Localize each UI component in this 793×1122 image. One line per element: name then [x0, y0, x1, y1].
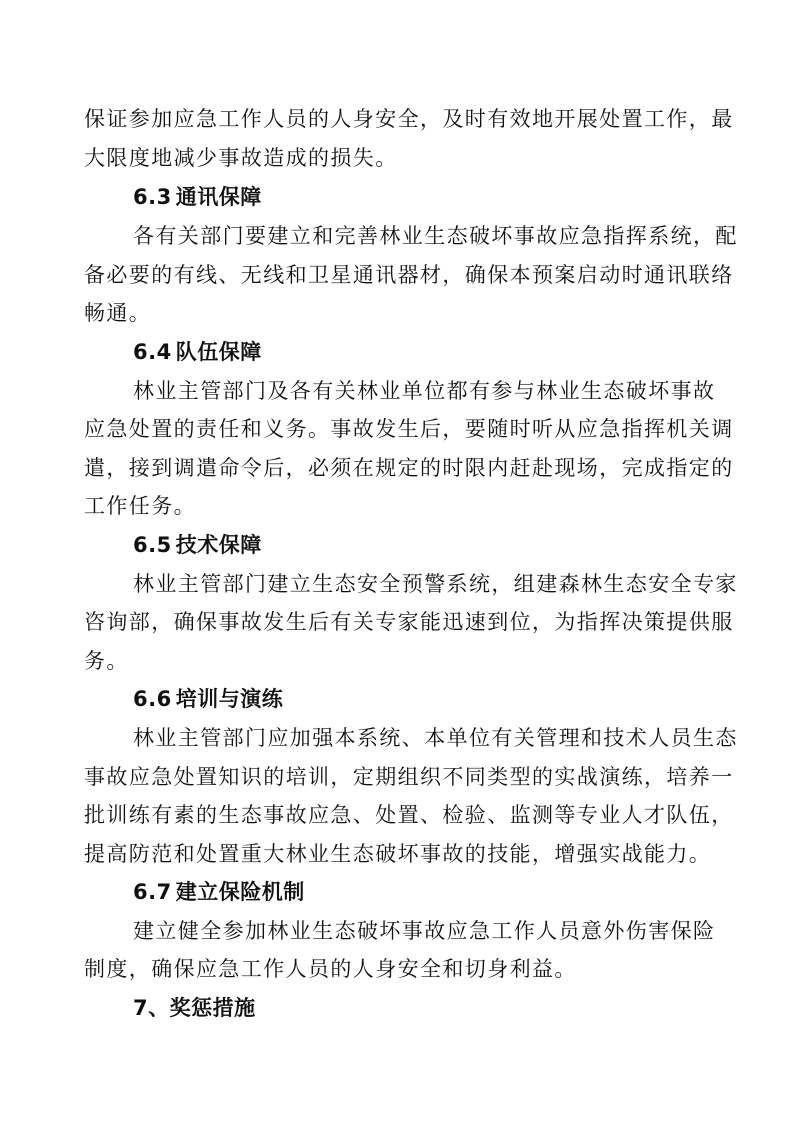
paragraph-line: 林业主管部门建立生态安全预警系统，组建森林生态安全专家	[133, 572, 738, 596]
paragraph-line: 务。	[84, 649, 129, 673]
section-title: 建立保险机制	[175, 880, 305, 904]
chapter-heading-7: 7、奖惩措施	[133, 996, 256, 1020]
paragraph-line: 林业主管部门应加强本系统、本单位有关管理和技术人员生态	[133, 726, 738, 750]
section-number: 6.3	[133, 185, 172, 209]
section-heading-6-6	[133, 684, 283, 714]
paragraph-line: 批训练有素的生态事故应急、处置、检验、监测等专业人才队伍，	[84, 803, 734, 827]
paragraph-line: 工作任务。	[84, 494, 196, 518]
paragraph-line: 应急处置的责任和义务。事故发生后，要随时听从应急指挥机关调	[84, 417, 734, 441]
section-title: 通讯保障	[175, 185, 262, 209]
section-heading-6-7	[133, 877, 305, 907]
section-number: 6.6	[133, 687, 172, 711]
paragraph-line: 咨询部，确保事故发生后有关专家能迅速到位，为指挥决策提供服	[84, 610, 734, 634]
paragraph-line: 制度，确保应急工作人员的人身安全和切身利益。	[84, 957, 577, 981]
paragraph-line: 建立健全参加林业生态破坏事故应急工作人员意外伤害保险	[133, 919, 716, 943]
paragraph-line: 遣，接到调遣命令后，必须在规定的时限内赶赴现场，完成指定的	[84, 456, 734, 480]
section-number: 6.7	[133, 880, 172, 904]
section-title: 队伍保障	[175, 340, 262, 364]
paragraph-line: 提高防范和处置重大林业生态破坏事故的技能，增强实战能力。	[84, 842, 712, 866]
paragraph-line: 大限度地减少事故造成的损失。	[84, 146, 398, 170]
paragraph-line: 各有关部门要建立和完善林业生态破坏事故应急指挥系统，配	[133, 224, 738, 248]
paragraph-line: 畅通。	[84, 301, 152, 325]
paragraph-line: 备必要的有线、无线和卫星通讯器材，确保本预案启动时通讯联络	[84, 263, 734, 287]
paragraph-line: 林业主管部门及各有关林业单位都有参与林业生态破坏事故	[133, 379, 716, 403]
section-heading-6-4	[133, 337, 262, 367]
paragraph-line: 保证参加应急工作人员的人身安全，及时有效地开展处置工作，最	[84, 107, 734, 131]
section-number: 6.5	[133, 533, 172, 557]
section-number: 6.4	[133, 340, 172, 364]
section-title: 技术保障	[175, 533, 262, 557]
section-heading-6-5	[133, 530, 262, 560]
section-heading-6-3	[133, 182, 262, 212]
section-title: 培训与演练	[175, 687, 284, 711]
paragraph-line: 事故应急处置知识的培训，定期组织不同类型的实战演练，培养一	[84, 765, 734, 789]
